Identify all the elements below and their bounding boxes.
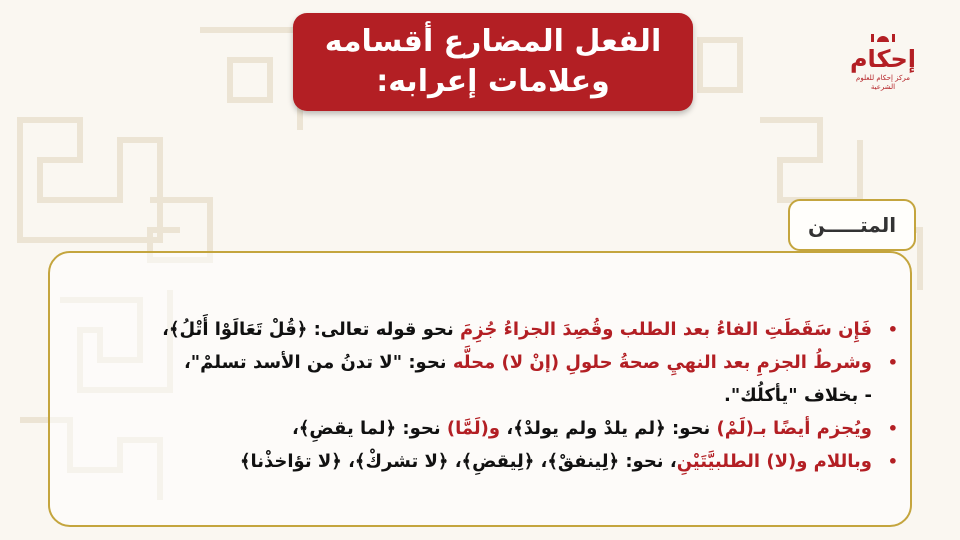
list-item-continuation bbox=[90, 379, 872, 412]
bullet-icon: • bbox=[887, 452, 898, 471]
example-text: ، نحو: ﴿لِينفقْ﴾، ﴿لِيقضِ﴾، ﴿لا تشركْ﴾، ﴿لا تؤاخذْنا﴾ bbox=[239, 451, 677, 472]
example-text: نحو: ﴿لما يقضِ﴾، bbox=[292, 418, 447, 439]
example-text: نحو قوله تعالى: ﴿قُلْ تَعَالَوْا أَتْلُ﴾، bbox=[162, 319, 460, 340]
rule-text: وباللام و(لا) الطلبيَّتَيْنِ bbox=[676, 451, 872, 472]
list-item bbox=[90, 313, 898, 346]
example-text: نحو: ﴿لم يلدْ ولم يولدْ﴾، bbox=[500, 418, 717, 439]
logo-subtitle: مركز إحكام للعلوم الشرعية bbox=[856, 74, 910, 91]
section-tab-label: المتـــــن bbox=[807, 213, 897, 237]
list-item bbox=[90, 412, 898, 445]
bullet-icon: • bbox=[887, 353, 898, 372]
logo-name: إحكام bbox=[849, 45, 917, 73]
bullet-icon: • bbox=[887, 419, 898, 438]
rule-text: ويُجزم أيضًا بـ(لَمْ) bbox=[716, 418, 872, 439]
mosque-icon bbox=[868, 28, 898, 42]
title-line-2: وعلامات إعرابه: bbox=[376, 64, 610, 99]
rule-text: وشرطُ الجزمِ بعد النهيِ صحةُ حلولِ (إنْ لا) محلَّه bbox=[452, 352, 872, 373]
bullet-icon: • bbox=[887, 320, 898, 339]
brand-logo bbox=[848, 28, 918, 98]
content-box bbox=[48, 251, 912, 527]
example-text: نحو: "لا تدنُ من الأسد تسلمْ"، bbox=[183, 352, 453, 373]
rule-text: و(لَمَّا) bbox=[446, 418, 501, 439]
list-item bbox=[90, 346, 898, 379]
title-line-1: الفعل المضارع أقسامه bbox=[324, 24, 662, 59]
example-text: - بخلاف "يأكلُك". bbox=[724, 385, 872, 406]
rule-text: فَإِن سَقَطَتِ الفاءُ بعد الطلب وقُصِدَ الجزاءُ جُزِمَ bbox=[460, 319, 872, 340]
slide-title bbox=[293, 13, 693, 111]
section-tab-matn bbox=[788, 199, 916, 251]
text-list bbox=[90, 313, 898, 478]
list-item bbox=[90, 445, 898, 478]
